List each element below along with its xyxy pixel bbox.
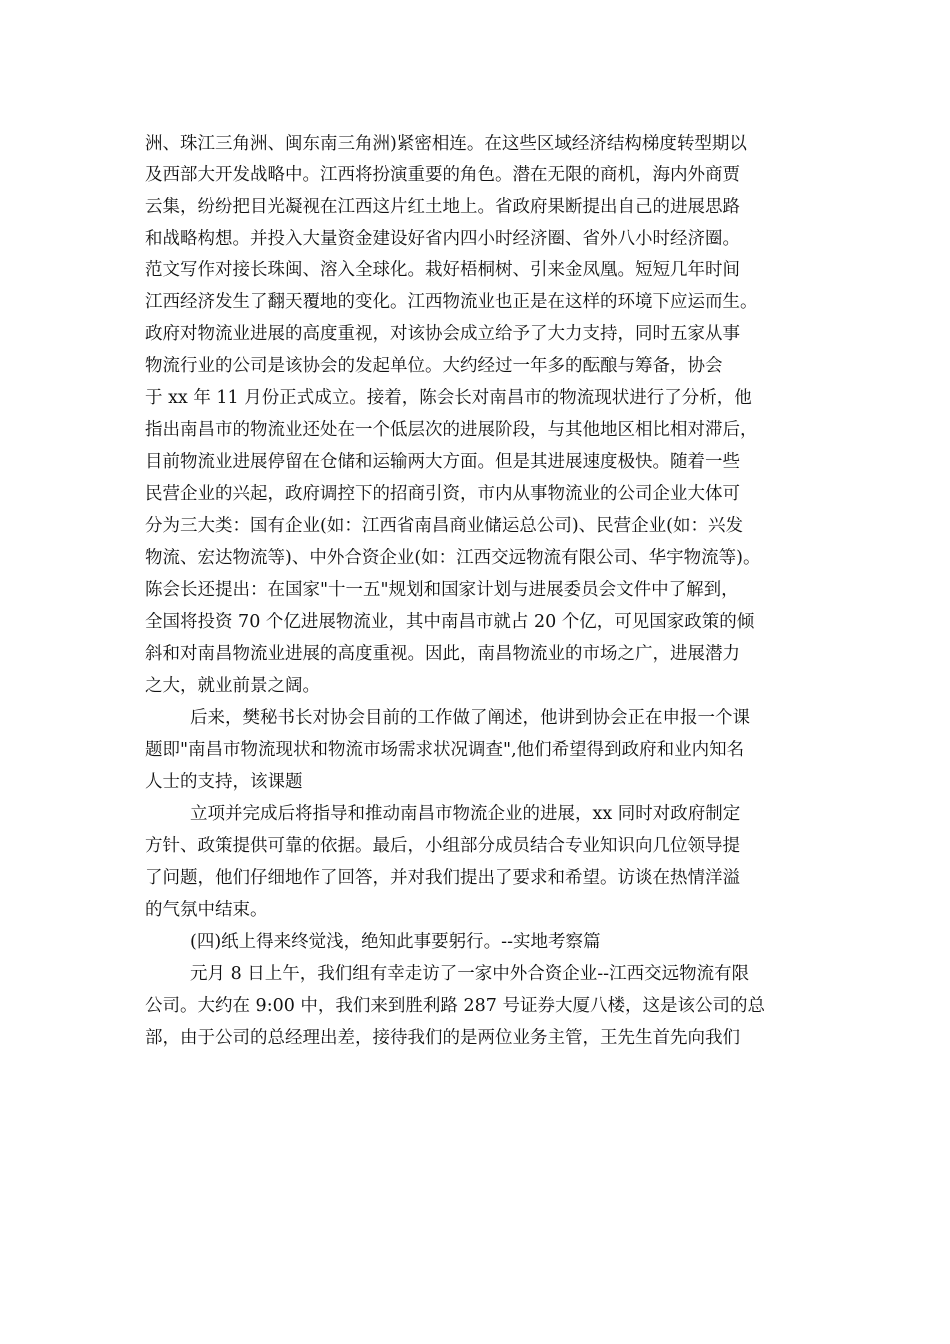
text-line: 分为三大类：国有企业(如：江西省南昌商业储运总公司)、民营企业(如：兴发 — [145, 516, 743, 536]
text-line: 及西部大开发战略中。江西将扮演重要的角色。潜在无限的商机，海内外商贾 — [145, 165, 740, 185]
text-line: 公司。大约在 9:00 中，我们来到胜利路 287 号证券大厦八楼，这是该公司的总 — [145, 996, 765, 1016]
text-line: 部，由于公司的总经理出差，接待我们的是两位业务主管，王先生首先向我们 — [145, 1028, 740, 1048]
text-line: 方针、政策提供可靠的依据。最后，小组部分成员结合专业知识向几位领导提 — [145, 836, 740, 856]
text-line: 题即"南昌市物流现状和物流市场需求状况调查",他们希望得到政府和业内知名 — [145, 740, 745, 760]
text-line: 物流行业的公司是该协会的发起单位。大约经过一年多的酝酿与筹备，协会 — [145, 356, 723, 376]
text-line: 政府对物流业进展的高度重视，对该协会成立给予了大力支持，同时五家从事 — [145, 324, 740, 344]
text-line: 陈会长还提出：在国家"十一五"规划和国家计划与进展委员会文件中了解到， — [145, 580, 739, 600]
text-line: 指出南昌市的物流业还处在一个低层次的进展阶段，与其他地区相比相对滞后， — [145, 420, 758, 440]
text-line: 民营企业的兴起，政府调控下的招商引资，市内从事物流业的公司企业大体可 — [145, 484, 740, 504]
text-line: 于 xx 年 11 月份正式成立。接着，陈会长对南昌市的物流现状进行了分析，他 — [145, 388, 752, 408]
text-line: 后来，樊秘书长对协会目前的工作做了阐述，他讲到协会正在申报一个课 — [190, 708, 750, 728]
text-line: 和战略构想。并投入大量资金建设好省内四小时经济圈、省外八小时经济圈。 — [145, 229, 740, 249]
text-line: 云集，纷纷把目光凝视在江西这片红土地上。省政府果断提出自己的进展思路 — [145, 197, 740, 217]
text-line: 范文写作对接长珠闽、溶入全球化。栽好梧桐树、引来金凤凰。短短几年时间 — [145, 260, 740, 280]
text-line: 立项并完成后将指导和推动南昌市物流企业的进展，xx 同时对政府制定 — [190, 804, 741, 824]
text-line: 物流、宏达物流等)、中外合资企业(如：江西交远物流有限公司、华宇物流等)。 — [145, 548, 761, 568]
text-line: 的气氛中结束。 — [145, 900, 268, 920]
text-line: 人士的支持，该课题 — [145, 772, 303, 792]
text-line: 元月 8 日上午，我们组有幸走访了一家中外合资企业--江西交远物流有限 — [190, 964, 750, 984]
text-line: 斜和对南昌物流业进展的高度重视。因此，南昌物流业的市场之广，进展潜力 — [145, 644, 740, 664]
section-heading: (四)纸上得来终觉浅，绝知此事要躬行。--实地考察篇 — [190, 932, 601, 952]
text-line: 目前物流业进展停留在仓储和运输两大方面。但是其进展速度极快。随着一些 — [145, 452, 740, 472]
text-line: 了问题，他们仔细地作了回答，并对我们提出了要求和希望。访谈在热情洋溢 — [145, 868, 740, 888]
text-line: 全国将投资 70 个亿进展物流业，其中南昌市就占 20 个亿，可见国家政策的倾 — [145, 612, 755, 632]
text-line: 之大，就业前景之阔。 — [145, 676, 320, 696]
text-line: 洲、珠江三角洲、闽东南三角洲)紧密相连。在这些区域经济结构梯度转型期以 — [145, 134, 747, 154]
text-line: 江西经济发生了翻天覆地的变化。江西物流业也正是在这样的环境下应运而生。 — [145, 292, 758, 312]
